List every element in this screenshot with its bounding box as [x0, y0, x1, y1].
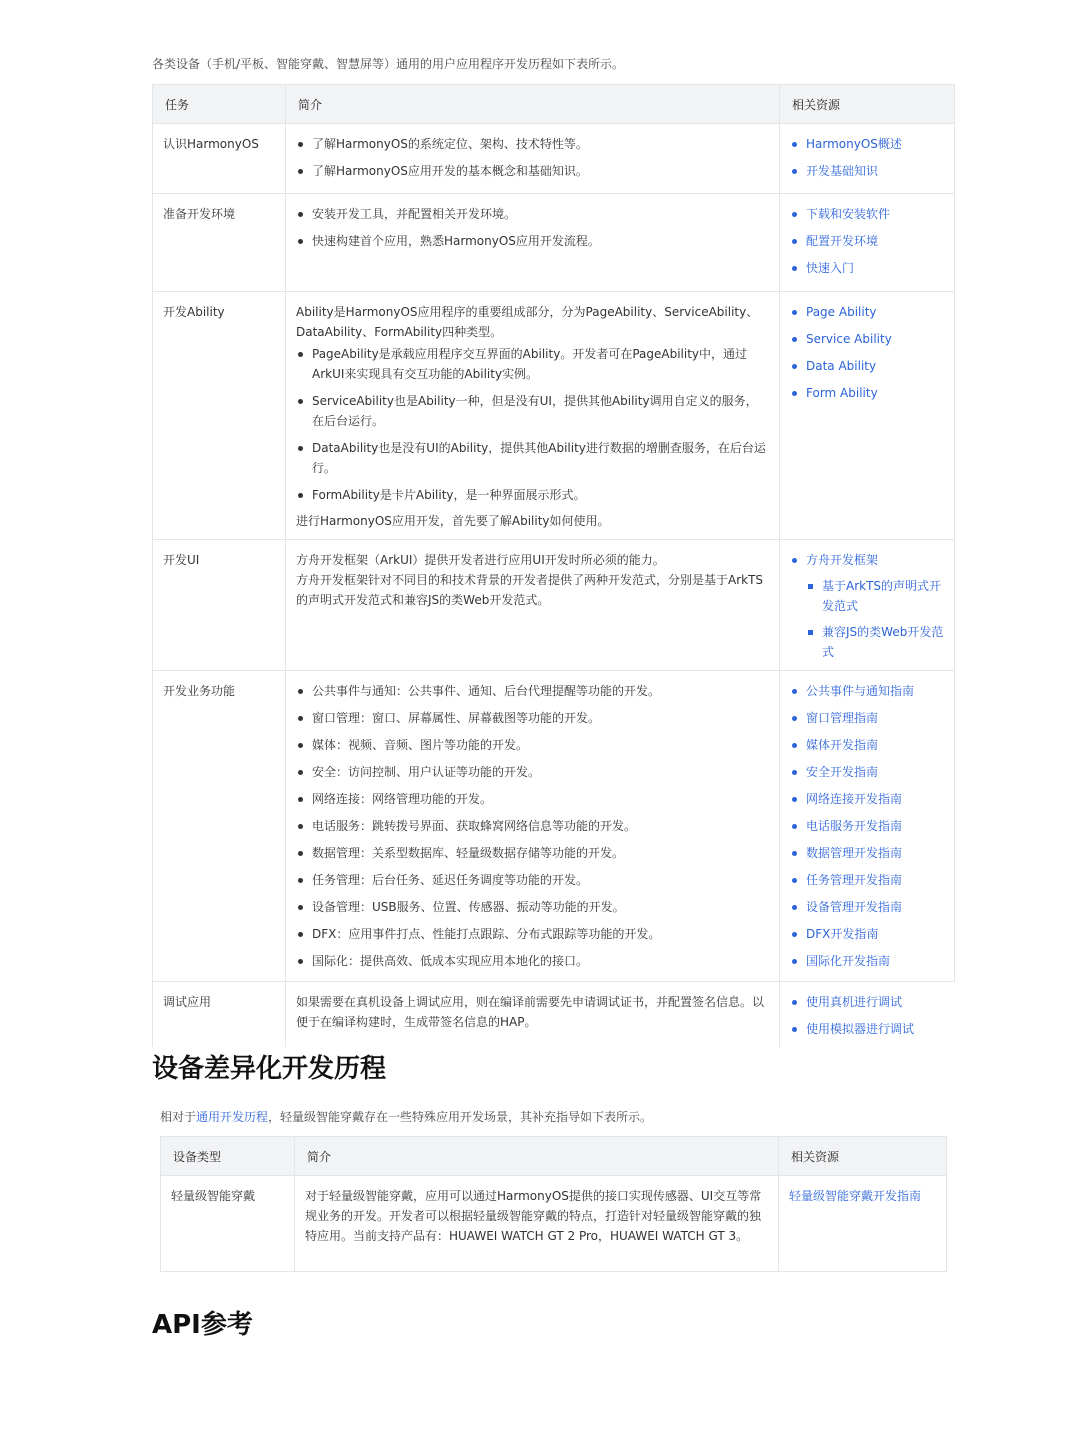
resource-link[interactable]: 窗口管理指南 — [790, 708, 944, 728]
resources-cell — [780, 194, 955, 292]
table-row — [153, 540, 955, 671]
device-diff-table — [160, 1136, 947, 1272]
resource-link[interactable]: Page Ability — [790, 302, 944, 322]
task-cell: 调试应用 — [153, 982, 286, 1048]
resources-cell — [780, 982, 955, 1048]
resource-link[interactable]: 任务管理开发指南 — [790, 870, 944, 890]
summary-bullet: 了解HarmonyOS应用开发的基本概念和基础知识。 — [296, 161, 769, 181]
resource-link[interactable]: 电话服务开发指南 — [790, 816, 944, 836]
resource-link[interactable]: 设备管理开发指南 — [790, 897, 944, 917]
device-cell: 轻量级智能穿戴 — [161, 1176, 295, 1272]
summary-bullet: 电话服务：跳转拨号界面、获取蜂窝网络信息等功能的开发。 — [296, 816, 769, 836]
section-heading-api: API参考 — [152, 1310, 253, 1340]
header-summary: 简介 — [286, 85, 780, 124]
summary-bullet: 安装开发工具，并配置相关开发环境。 — [296, 204, 769, 224]
header-resources: 相关资源 — [780, 85, 955, 124]
intro-text: 各类设备（手机/平板、智能穿戴、智慧屏等）通用的用户应用程序开发历程如下表所示。 — [152, 57, 625, 71]
summary-bullet: PageAbility是承载应用程序交互界面的Ability。开发者可在PageAbility中，通过ArkUI来实现具有交互功能的Ability实例。 — [296, 344, 769, 384]
summary-paragraph: 方舟开发框架（ArkUI）提供开发者进行应用UI开发时所必须的能力。 — [296, 553, 665, 567]
summary-cell — [286, 194, 780, 292]
resource-link[interactable]: 快速入门 — [790, 258, 944, 278]
task-cell: 开发Ability — [153, 292, 286, 540]
summary-cell — [286, 292, 780, 540]
summary-cell — [286, 982, 780, 1048]
resource-link[interactable]: 媒体开发指南 — [790, 735, 944, 755]
summary-bullet: 安全：访问控制、用户认证等功能的开发。 — [296, 762, 769, 782]
resource-link[interactable]: 安全开发指南 — [790, 762, 944, 782]
resource-link[interactable]: 轻量级智能穿戴开发指南 — [789, 1189, 922, 1203]
dev-process-table — [152, 84, 955, 1047]
summary-paragraph: 如果需要在真机设备上调试应用，则在编译前需要先申请调试证书，并配置签名信息。以便于在编译构建时，生成带签名信息的HAP。 — [296, 995, 765, 1029]
summary-bullet: DFX：应用事件打点、性能打点跟踪、分布式跟踪等功能的开发。 — [296, 924, 769, 944]
header-device-type: 设备类型 — [161, 1137, 295, 1176]
resource-link[interactable]: 国际化开发指南 — [790, 951, 944, 971]
summary-bullet: ServiceAbility也是Ability一种，但是没有UI，提供其他Ability调用自定义的服务，在后台运行。 — [296, 391, 769, 431]
summary-bullet: 公共事件与通知：公共事件、通知、后台代理提醒等功能的开发。 — [296, 681, 769, 701]
summary-bullet: 快速构建首个应用，熟悉HarmonyOS应用开发流程。 — [296, 231, 769, 251]
resource-link[interactable]: Data Ability — [790, 356, 944, 376]
table-row — [153, 671, 955, 982]
task-cell: 准备开发环境 — [153, 194, 286, 292]
task-cell: 开发UI — [153, 540, 286, 671]
resource-sublink[interactable]: 兼容JS的类Web开发范式 — [806, 622, 944, 662]
resources-cell — [780, 540, 955, 671]
summary-bullet: 任务管理：后台任务、延迟任务调度等功能的开发。 — [296, 870, 769, 890]
resource-item — [790, 550, 944, 662]
summary-cell — [286, 671, 780, 982]
table-row — [153, 292, 955, 540]
resources-cell — [780, 124, 955, 194]
header-summary: 简介 — [295, 1137, 779, 1176]
general-process-link[interactable]: 通用开发历程 — [196, 1110, 269, 1124]
resources-cell — [780, 292, 955, 540]
resource-link[interactable]: 配置开发环境 — [790, 231, 944, 251]
resource-link[interactable]: Form Ability — [790, 383, 944, 403]
header-task: 任务 — [153, 85, 286, 124]
resource-link[interactable]: DFX开发指南 — [790, 924, 944, 944]
summary-cell: 对于轻量级智能穿戴，应用可以通过HarmonyOS提供的接口实现传感器、UI交互等常规业务的开发。开发者可以根据轻量级智能穿戴的特点，打造针对轻量级智能穿戴的独特应用。当前支持产品有：HUAWEI WATCH GT 2 Pro，HUAWEI WATCH GT 3。 — [295, 1176, 779, 1272]
summary-bullet: 国际化：提供高效、低成本实现应用本地化的接口。 — [296, 951, 769, 971]
table-row — [161, 1176, 947, 1272]
summary-paragraph: Ability是HarmonyOS应用程序的重要组成部分，分为PageAbility、ServiceAbility、DataAbility、FormAbility四种类型。 — [296, 305, 759, 339]
intro-suffix: ，轻量级智能穿戴存在一些特殊应用开发场景，其补充指导如下表所示。 — [268, 1110, 653, 1124]
resource-link[interactable]: HarmonyOS概述 — [790, 134, 944, 154]
resources-cell — [780, 671, 955, 982]
resource-link[interactable]: 网络连接开发指南 — [790, 789, 944, 809]
summary-bullet: 了解HarmonyOS的系统定位、架构、技术特性等。 — [296, 134, 769, 154]
resource-link[interactable]: 使用真机进行调试 — [790, 992, 945, 1012]
section2-intro — [160, 1108, 652, 1125]
summary-paragraph: 方舟开发框架针对不同目的和技术背景的开发者提供了两种开发范式，分别是基于ArkTS的声明式开发范式和兼容JS的类Web开发范式。 — [296, 573, 764, 607]
resource-sublink[interactable]: 基于ArkTS的声明式开发范式 — [806, 576, 944, 616]
summary-bullet: FormAbility是卡片Ability，是一种界面展示形式。 — [296, 485, 769, 505]
summary-bullet: DataAbility也是没有UI的Ability，提供其他Ability进行数据的增删查服务，在后台运行。 — [296, 438, 769, 478]
summary-cell — [286, 540, 780, 671]
summary-bullet: 媒体：视频、音频、图片等功能的开发。 — [296, 735, 769, 755]
resource-link[interactable]: 公共事件与通知指南 — [790, 681, 944, 701]
resource-link[interactable]: 使用模拟器进行调试 — [790, 1019, 945, 1039]
resource-link[interactable]: Service Ability — [790, 329, 944, 349]
task-cell: 开发业务功能 — [153, 671, 286, 982]
task-cell: 认识HarmonyOS — [153, 124, 286, 194]
table-row — [153, 982, 955, 1048]
section-heading-device-diff: 设备差异化开发历程 — [152, 1054, 387, 1084]
resource-link[interactable]: 开发基础知识 — [790, 161, 944, 181]
summary-bullet: 网络连接：网络管理功能的开发。 — [296, 789, 769, 809]
summary-bullet: 设备管理：USB服务、位置、传感器、振动等功能的开发。 — [296, 897, 769, 917]
table-header-row — [153, 85, 955, 124]
resources-cell — [779, 1176, 947, 1272]
resource-link[interactable]: 下载和安装软件 — [790, 204, 944, 224]
table-row — [153, 124, 955, 194]
resource-link[interactable]: 方舟开发框架 — [806, 553, 879, 567]
table-row — [153, 194, 955, 292]
resource-link[interactable]: 数据管理开发指南 — [790, 843, 944, 863]
table-header-row — [161, 1137, 947, 1176]
intro-prefix: 相对于 — [160, 1110, 197, 1124]
summary-cell — [286, 124, 780, 194]
summary-paragraph: 进行HarmonyOS应用开发，首先要了解Ability如何使用。 — [296, 514, 610, 528]
summary-bullet: 窗口管理：窗口、屏幕属性、屏幕截图等功能的开发。 — [296, 708, 769, 728]
header-resources: 相关资源 — [779, 1137, 947, 1176]
summary-bullet: 数据管理：关系型数据库、轻量级数据存储等功能的开发。 — [296, 843, 769, 863]
